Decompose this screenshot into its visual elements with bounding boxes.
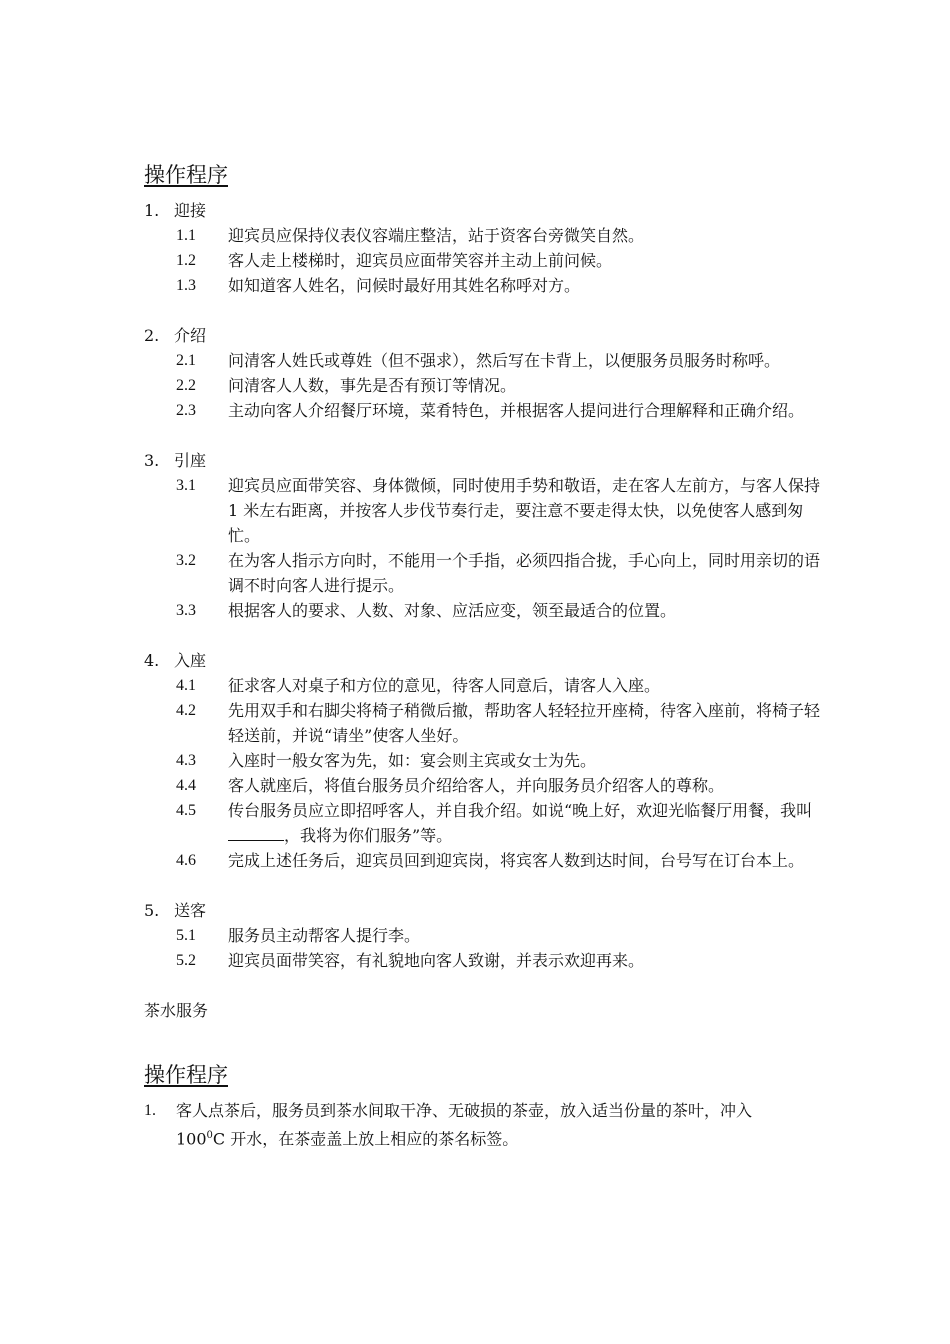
item-number: 2.1 <box>176 352 196 369</box>
item-number: 1.2 <box>176 252 196 269</box>
section-title: 迎接 <box>174 201 207 220</box>
section-number: 2. <box>144 326 160 345</box>
list-item <box>144 1098 824 1151</box>
item-text: 完成上述任务后，迎宾员回到迎宾岗，将宾客人数到达时间，台号写在订台本上。 <box>228 851 805 870</box>
item-text-after-blank: ，我将为你们服务”等。 <box>284 826 453 845</box>
list-item <box>176 398 824 423</box>
item-number: 4.4 <box>176 777 196 794</box>
item-text: 如知道客人姓名，问候时最好用其姓名称呼对方。 <box>228 276 581 295</box>
item-text: 征求客人对桌子和方位的意见，待客人同意后，请客人入座。 <box>228 676 661 695</box>
list-item <box>176 373 824 398</box>
section-title: 送客 <box>174 901 207 920</box>
section-greeting <box>144 198 824 298</box>
list-item <box>176 923 824 948</box>
list-item <box>176 273 824 298</box>
list-item <box>176 548 824 598</box>
list-item <box>176 798 824 848</box>
name-blank-line <box>228 826 284 841</box>
item-text-before: 客人点茶后，服务员到茶水间取干净、无破损的茶壶，放入适当份量的茶叶，冲入 100 <box>176 1101 753 1149</box>
item-number: 3.1 <box>176 477 196 494</box>
section-title: 入座 <box>174 651 207 670</box>
list-item <box>176 473 824 548</box>
item-text: 问清客人姓氏或尊姓（但不强求），然后写在卡背上，以便服务员服务时称呼。 <box>228 351 781 370</box>
list-item <box>176 698 824 748</box>
list-item <box>176 348 824 373</box>
heading-operating-procedure: 操作程序 <box>144 163 228 187</box>
section-seating-guide <box>144 448 824 623</box>
item-text: 先用双手和右脚尖将椅子稍微后撤，帮助客人轻轻拉开座椅，待客入座前，将椅子轻轻送前，并说“请坐”使客人坐好。 <box>228 701 821 745</box>
section-number: 5. <box>144 901 160 920</box>
list-item <box>176 848 824 873</box>
item-text: 迎宾员面带笑容，有礼貌地向客人致谢，并表示欢迎再来。 <box>228 951 645 970</box>
section-number: 1. <box>144 201 160 220</box>
item-number: 1. <box>144 1102 156 1119</box>
item-number: 4.6 <box>176 852 196 869</box>
item-number: 3.2 <box>176 552 196 569</box>
item-number: 5.1 <box>176 927 196 944</box>
item-text: 根据客人的要求、人数、对象、应活应变，领至最适合的位置。 <box>228 601 677 620</box>
section-introduction <box>144 323 824 423</box>
list-item <box>176 598 824 623</box>
section-title: 介绍 <box>174 326 207 345</box>
section-title: 引座 <box>174 451 207 470</box>
item-text: 客人走上楼梯时，迎宾员应面带笑容并主动上前问候。 <box>228 251 613 270</box>
item-number: 2.2 <box>176 377 196 394</box>
item-number: 1.3 <box>176 277 196 294</box>
item-text: 问清客人人数，事先是否有预订等情况。 <box>228 376 517 395</box>
list-item <box>176 673 824 698</box>
item-text: 在为客人指示方向时，不能用一个手指，必须四指合拢，手心向上，同时用亲切的语调不时向客人进行提示。 <box>228 551 821 595</box>
item-number: 3.3 <box>176 602 196 619</box>
item-number: 4.3 <box>176 752 196 769</box>
item-text-before-blank: 传台服务员应立即招呼客人，并自我介绍。如说“晚上好，欢迎光临餐厅用餐，我叫 <box>228 801 813 820</box>
tea-service-title: 茶水服务 <box>144 1001 209 1020</box>
item-text <box>228 798 824 848</box>
section-farewell <box>144 898 824 973</box>
item-number: 4.2 <box>176 702 196 719</box>
item-text: 主动向客人介绍餐厅环境，菜肴特色，并根据客人提问进行合理解释和正确介绍。 <box>228 401 805 420</box>
item-text: 迎宾员应保持仪表仪容端庄整洁，站于资客台旁微笑自然。 <box>228 226 645 245</box>
superscript-degree: 0 <box>206 1130 213 1141</box>
item-text: 入座时一般女客为先，如：宴会则主宾或女士为先。 <box>228 751 597 770</box>
document-body <box>144 160 824 1151</box>
item-number: 5.2 <box>176 952 196 969</box>
heading-operating-procedure-2: 操作程序 <box>144 1063 228 1087</box>
list-item <box>176 948 824 973</box>
item-number: 4.5 <box>176 802 196 819</box>
list-item <box>176 223 824 248</box>
item-text: 服务员主动帮客人提行李。 <box>228 926 421 945</box>
item-number: 1.1 <box>176 227 196 244</box>
item-number: 4.1 <box>176 677 196 694</box>
list-item <box>176 748 824 773</box>
list-item <box>176 248 824 273</box>
list-item <box>176 773 824 798</box>
section-number: 3. <box>144 451 160 470</box>
item-text-after: C 开水，在茶壶盖上放上相应的茶名标签。 <box>212 1129 519 1149</box>
section-number: 4. <box>144 651 160 670</box>
section-seating <box>144 648 824 873</box>
item-text <box>176 1098 824 1151</box>
item-text: 迎宾员应面带笑容、身体微倾，同时使用手势和敬语，走在客人左前方，与客人保持 1 米左右距离，并按客人步伐节奏行走，要注意不要走得太快，以免使客人感到匆忙。 <box>228 476 821 545</box>
item-text: 客人就座后，将值台服务员介绍给客人，并向服务员介绍客人的尊称。 <box>228 776 725 795</box>
item-number: 2.3 <box>176 402 196 419</box>
